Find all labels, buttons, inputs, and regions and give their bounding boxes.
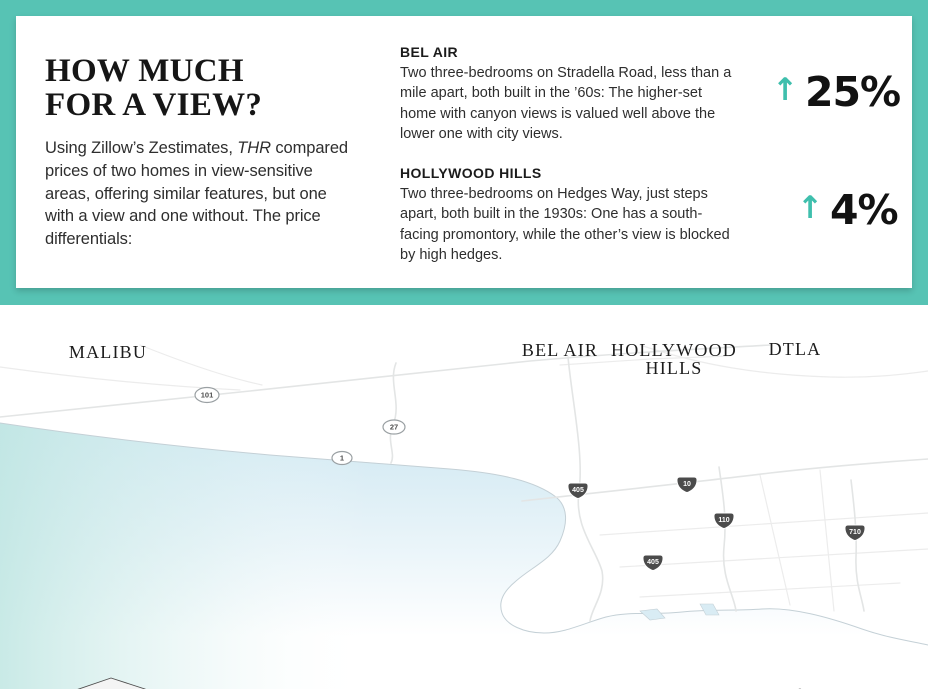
svg-text:710: 710 [849,528,861,536]
intro-text-after: compared prices of two homes in view-sensitive areas, offering similar features, but one with a view and one without. The price differentials: [45,138,348,249]
road-27 [389,363,399,463]
up-arrow-icon: ↑ [797,190,823,226]
route-shield-1 [332,452,352,465]
svg-text:27: 27 [389,422,399,432]
thr-brand: THR [237,138,271,157]
bel-air-description: Two three-bedrooms on Stradella Road, less than a mile apart, both built in the ’60s: The higher-set home with canyon views is valued well above the lower one with city views. [400,65,732,142]
svg-text:405: 405 [572,486,584,494]
hollywood-hills-stat [797,186,898,234]
svg-text:10: 10 [683,480,691,488]
interstate-shield-405-south [643,555,663,571]
interstate-shield-710 [845,525,865,541]
hollywood-hills-label-line2: HILLS [645,358,703,378]
route-shield-101 [195,388,219,403]
hollywood-hills-label-line1: HOLLYWOOD [611,340,737,360]
comparison-column [400,44,734,286]
svg-text:405: 405 [647,558,659,566]
hollywood-hills-percent: 4% [829,186,898,234]
title-line-1: HOW MUCH [45,53,244,89]
svg-text:101: 101 [200,390,214,400]
bel-air-label: BEL AIR [521,340,599,360]
bel-air-heading: BEL AIR [400,44,459,60]
title-column [45,54,355,251]
bel-air-stat [772,68,900,116]
bel-air-percent: 25% [804,68,901,116]
bel-air-item [400,44,734,144]
header-band [0,0,928,305]
header-panel [16,16,912,288]
road-110 [719,467,736,611]
route-shield-27 [383,420,405,434]
pacific-ocean [0,423,928,689]
malibu-label: MALIBU [68,342,148,362]
road-710 [851,480,864,611]
intro-text-before: Using Zillow’s Zestimates, [45,138,238,157]
hollywood-hills-item [400,165,734,265]
interstate-shield-10 [677,477,697,493]
la-map-illustration [0,305,928,689]
intro-paragraph [45,137,355,251]
page-title [45,54,355,122]
map-section [0,305,928,689]
svg-text:1: 1 [339,453,345,463]
up-arrow-icon: ↑ [772,72,798,108]
dtla-label: DTLA [768,339,822,359]
title-line-2: FOR A VIEW? [45,86,263,123]
hollywood-hills-heading: HOLLYWOOD HILLS [400,165,542,182]
hollywood-hills-description: Two three-bedrooms on Hedges Way, just steps apart, both built in the 1930s: One has a south-facing promontory, while the other’s view is blocked by high hedges. [400,186,730,264]
svg-text:110: 110 [718,516,730,524]
